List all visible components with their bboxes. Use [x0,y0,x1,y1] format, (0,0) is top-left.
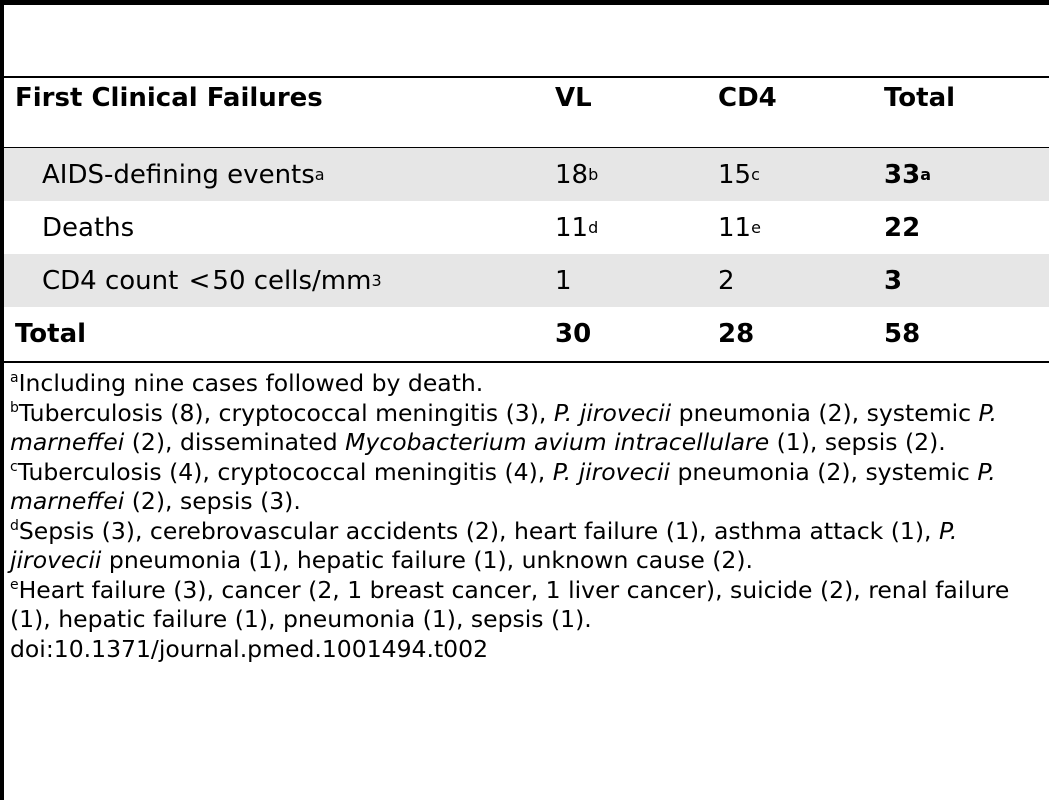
table-row [4,254,1049,307]
table-top-rule [0,0,1049,5]
header-first-clinical-failures: First Clinical Failures [15,82,323,113]
table-total-row [4,307,1049,360]
row-cd4-value: 15 c [718,159,760,190]
row-label: CD4 count < 50 cells/mm 3 [42,265,382,296]
footnote-e: $^e$Heart failure (3), cancer (2, 1 breast cancer, 1 liver cancer), suicide (2), renal failure (1), hepatic failure (1), pneumonia (1), sepsis (1). [10,575,1010,633]
total-row-total: 58 [884,318,921,349]
table-row [4,201,1049,254]
table-header-row [4,71,1049,124]
footnote-d: $^d$Sepsis (3), cerebrovascular accidents (2), heart failure (1), asthma attack (1), P. jirovecii pneumonia (1), hepatic failure (1), unknown cause (2). [10,516,958,574]
row-label: Deaths [42,212,135,243]
header-cd4: CD4 [718,82,777,113]
header-vl: VL [555,82,592,113]
row-label: AIDS-defining events a [42,159,325,190]
total-row-vl: 30 [555,318,592,349]
row-total-value: 3 [884,265,903,296]
footnotes [10,369,1045,664]
row-vl-value: 18 b [555,159,599,190]
footnote-c: $^c$Tuberculosis (4), cryptococcal meningitis (4), P. jirovecii pneumonia (2), systemic P. marneffei (2), sepsis (3). [10,457,996,515]
row-cd4-value: 2 [718,265,735,296]
row-cd4-value: 11 e [718,212,761,243]
row-total-value: 22 [884,212,921,243]
table-bottom-rule [0,361,1049,363]
doi-link[interactable]: doi:10.1371/journal.pmed.1001494.t002 [10,634,489,663]
row-vl-value: 1 [555,265,572,296]
table-row [4,148,1049,201]
header-total: Total [884,82,956,113]
footnote-a: $^a$Including nine cases followed by death. [10,369,484,397]
total-row-label: Total [15,318,87,349]
total-row-cd4: 28 [718,318,755,349]
footnote-b: $^b$Tuberculosis (8), cryptococcal meningitis (3), P. jirovecii pneumonia (2), systemic P. marneffei (2), disseminated Mycobacterium avium intracellulare (1), sepsis (2). [10,398,997,456]
row-vl-value: 11 d [555,212,599,243]
row-total-value: 33 a [884,159,931,190]
